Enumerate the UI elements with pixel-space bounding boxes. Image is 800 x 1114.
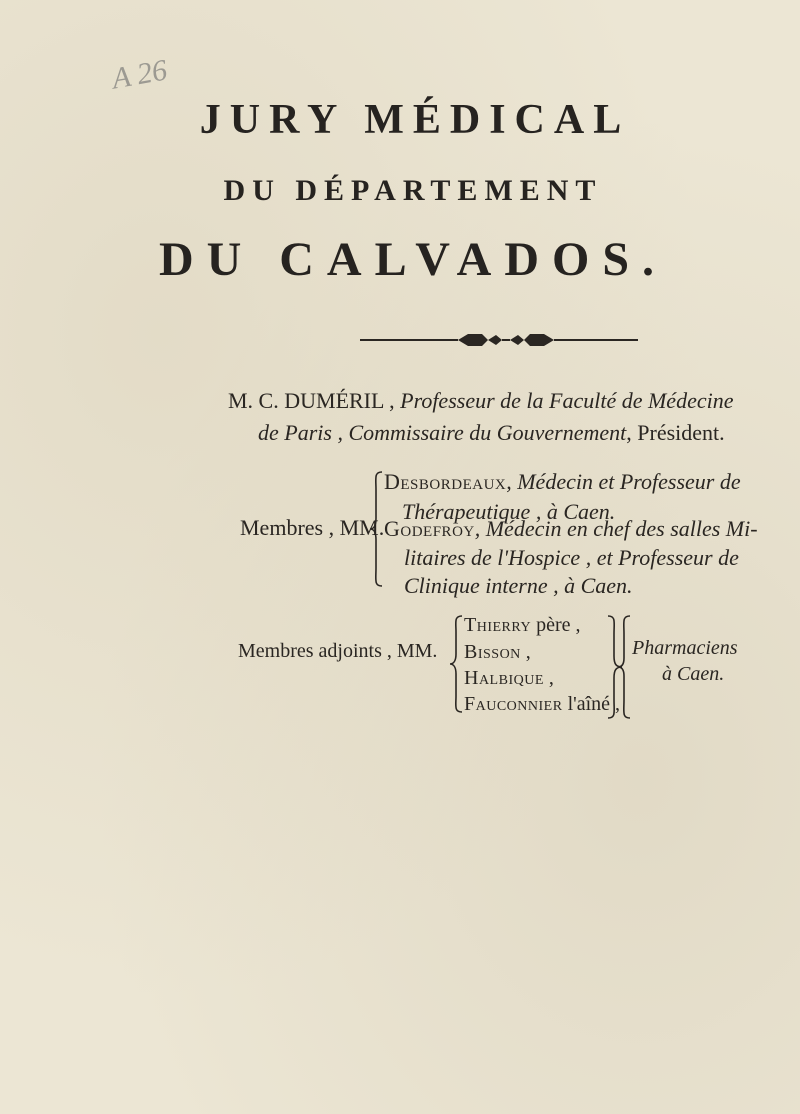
pharmaciens-left-brace-icon <box>616 614 632 720</box>
president-name: M. C. DUMÉRIL , <box>228 388 395 413</box>
adjoint-fauconnier-name: Fauconnier <box>464 693 563 715</box>
adjoints-label: Membres adjoints , MM. <box>238 640 438 662</box>
title-jury-medical: JURY MÉDICAL <box>199 97 631 143</box>
pharmaciens-label: Pharmaciens <box>632 637 738 659</box>
ornamental-rule-icon <box>360 330 638 350</box>
president-title-cont: de Paris , <box>258 420 343 445</box>
president-line-1 <box>228 386 733 416</box>
member-godefroy-name: Godefroy <box>384 516 475 541</box>
adjoint-fauconnier-suffix: l'aîné , <box>562 693 621 715</box>
adjoint-bisson-suffix: , <box>520 641 531 663</box>
adjoints-left-brace-icon <box>448 614 464 714</box>
adjoint-fauconnier <box>464 693 620 716</box>
adjoint-thierry <box>464 614 580 637</box>
member-godefroy-line-2: litaires de l'Hospice , et Professeur de <box>404 545 739 570</box>
adjoint-halbique-name: Halbique <box>464 667 544 689</box>
adjoint-thierry-suffix: père , <box>531 614 581 636</box>
member-godefroy-line-1 <box>384 516 758 542</box>
adjoint-halbique-suffix: , <box>543 667 554 689</box>
pharmaciens-location: à Caen. <box>662 663 725 685</box>
member-godefroy-line-3: Clinique interne , à Caen. <box>404 573 633 598</box>
president-role: , Président. <box>626 420 725 445</box>
president-title: Professeur de la Faculté de Médecine <box>400 388 734 413</box>
members-brace-icon <box>368 470 384 588</box>
member-desbordeaux-name: Desbordeaux <box>384 469 507 494</box>
member-godefroy-role: , Médecin en chef des salles Mi- <box>474 516 758 541</box>
president-line-2 <box>258 418 725 448</box>
members-label: Membres , MM. <box>240 515 385 540</box>
adjoint-bisson-name: Bisson <box>464 641 521 663</box>
title-du-departement: DU DÉPARTEMENT <box>223 174 603 207</box>
handwritten-shelfmark: A 26 <box>109 53 170 96</box>
adjoint-halbique <box>464 667 554 690</box>
adjoint-bisson <box>464 641 531 664</box>
adjoint-thierry-name: Thierry <box>464 614 532 636</box>
president-commissaire: Commissaire du Gouvernement <box>348 420 627 445</box>
member-desbordeaux-role: , Médecin et Professeur de <box>506 469 741 494</box>
member-desbordeaux-line-1 <box>384 469 741 495</box>
title-du-calvados: DU CALVADOS. <box>158 233 668 286</box>
member-desbordeaux-line-2: Thérapeutique , à Caen. <box>402 499 616 524</box>
